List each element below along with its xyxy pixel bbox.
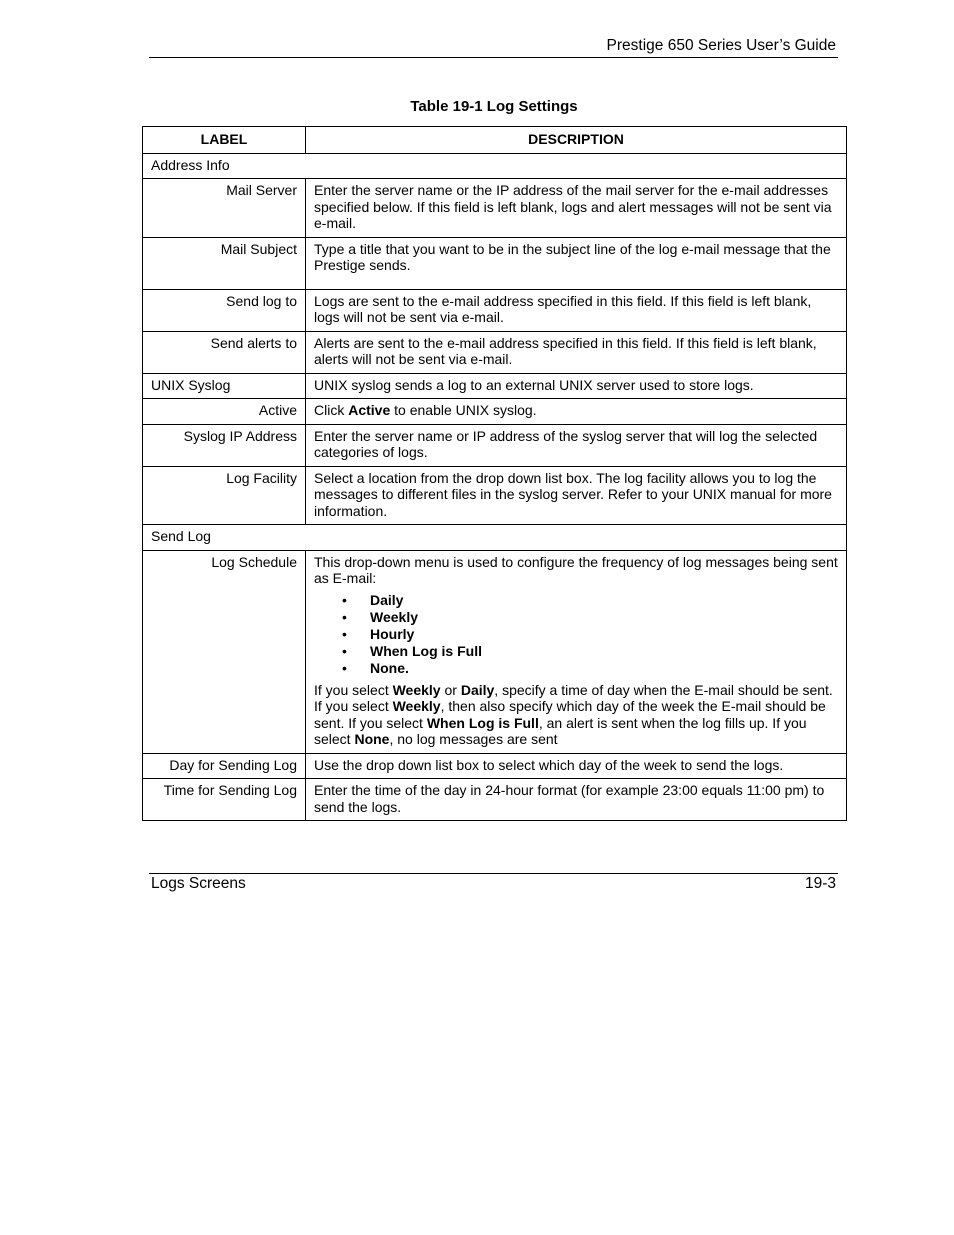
schedule-explanation: If you select Weekly or Daily, specify a time of day when the E-mail should be sent. If you select Weekly, then also specify which day of the week the E-mail should be sent. If you select When Log is Full, an alert is sent when the log fills up. If you select None, no log messages are sent [314, 681, 833, 747]
row-label: UNIX Syslog [143, 373, 306, 399]
row-description: Use the drop down list box to select which day of the week to send the logs. [306, 753, 847, 779]
section-label: Send Log [143, 525, 847, 551]
list-item: • Hourly [342, 625, 415, 642]
bullet-icon: • [342, 659, 347, 676]
list-item: • Weekly [342, 608, 418, 625]
row-label: Mail Subject [143, 237, 306, 289]
section-row-send-log [143, 525, 847, 551]
table-row [143, 466, 847, 525]
table-row [143, 550, 847, 753]
row-description: Alerts are sent to the e-mail address specified in this field. If this field is left blank, alerts will not be sent via e-mail. [306, 331, 847, 373]
log-settings-table [142, 126, 847, 821]
running-header-title: Prestige 650 Series User’s Guide [606, 37, 836, 54]
row-description: Logs are sent to the e-mail address specified in this field. If this field is left blank, logs will not be sent via e-mail. [306, 289, 847, 331]
table-row [143, 424, 847, 466]
row-description: UNIX syslog sends a log to an external UNIX server used to store logs. [306, 373, 847, 399]
section-row-address-info [143, 153, 847, 179]
footer-section-name: Logs Screens [151, 875, 246, 892]
desc-bold: Active [348, 402, 391, 418]
bullet-icon: • [342, 625, 347, 642]
table-row [143, 753, 847, 779]
table-header-row [143, 127, 847, 154]
footer-rule [149, 873, 838, 874]
row-description: Enter the server name or the IP address of the mail server for the e-mail addresses specified below. If this field is left blank, logs and alert messages will not be sent via e-mail. [306, 179, 847, 238]
table-row [143, 399, 847, 425]
row-label: Mail Server [143, 179, 306, 238]
bullet-icon: • [342, 591, 347, 608]
table-row [143, 373, 847, 399]
desc-text: Click [314, 402, 349, 418]
column-header-description: DESCRIPTION [306, 127, 847, 154]
table-row [143, 179, 847, 238]
row-description: Enter the server name or IP address of the syslog server that will log the selected categories of logs. [306, 424, 847, 466]
bullet-icon: • [342, 642, 347, 659]
row-label: Active [143, 399, 306, 425]
footer-page-number: 19-3 [804, 875, 836, 892]
schedule-intro: This drop-down menu is used to configure the frequency of log messages being sent as E-mail: [314, 553, 838, 586]
table-row [143, 779, 847, 821]
row-description: Select a location from the drop down list box. The log facility allows you to log the messages to different files in the syslog server. Refer to your UNIX manual for more information. [306, 466, 847, 525]
row-label: Log Schedule [143, 550, 306, 753]
row-label: Time for Sending Log [143, 779, 306, 821]
row-description [306, 550, 847, 753]
row-description [306, 399, 847, 425]
list-item: • When Log is Full [342, 642, 482, 659]
schedule-options-list [314, 592, 838, 677]
column-header-label: LABEL [143, 127, 306, 154]
row-description: Type a title that you want to be in the subject line of the log e-mail message that the Prestige sends. [306, 237, 847, 289]
list-item: • None. [342, 659, 409, 676]
table-row [143, 331, 847, 373]
row-label: Day for Sending Log [143, 753, 306, 779]
row-label: Send alerts to [143, 331, 306, 373]
table-caption: Table 19-1 Log Settings [410, 98, 578, 115]
row-label: Send log to [143, 289, 306, 331]
row-label: Syslog IP Address [143, 424, 306, 466]
table-row [143, 237, 847, 289]
desc-text: to enable UNIX syslog. [390, 402, 537, 418]
section-label: Address Info [143, 153, 847, 179]
row-description: Enter the time of the day in 24-hour format (for example 23:00 equals 11:00 pm) to send the logs. [306, 779, 847, 821]
table-row [143, 289, 847, 331]
header-rule [149, 57, 838, 58]
list-item: • Daily [342, 591, 404, 608]
bullet-icon: • [342, 608, 347, 625]
row-label: Log Facility [143, 466, 306, 525]
